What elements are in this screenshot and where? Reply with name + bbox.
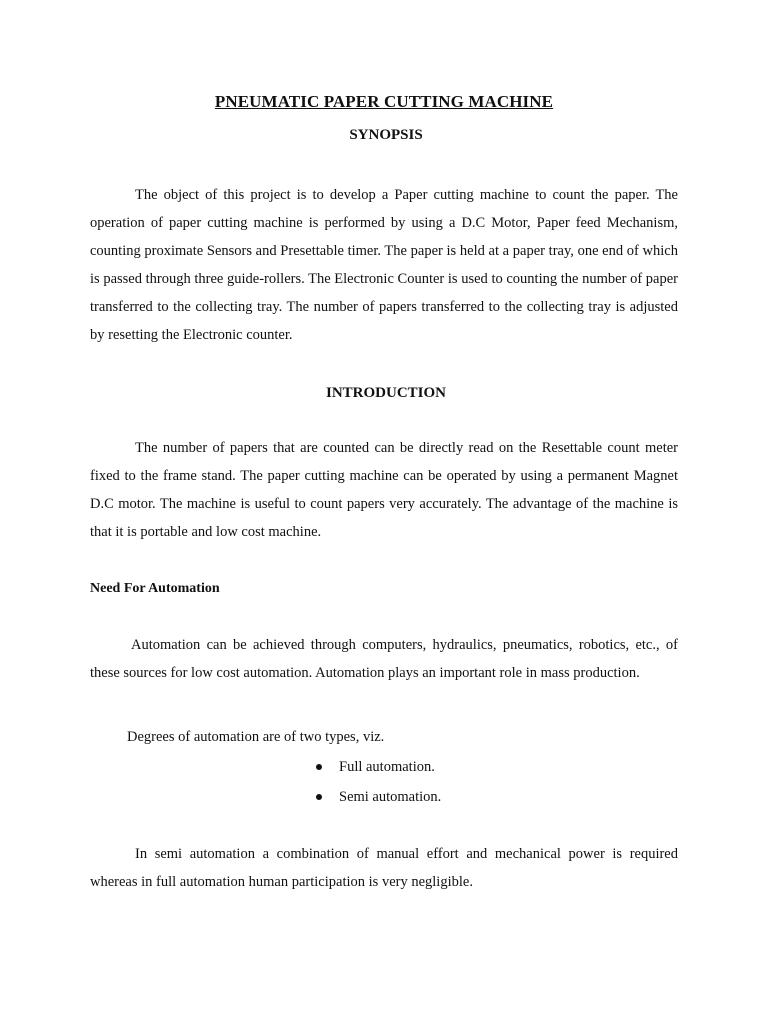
- synopsis-heading: SYNOPSIS: [349, 127, 423, 143]
- automation-heading: Need For Automation: [90, 581, 220, 596]
- document-title: PNEUMATIC PAPER CUTTING MACHINE: [214, 92, 554, 111]
- introduction-text: The number of papers that are counted can be directly read on the Resettable count meter fixed to the frame stand. The paper cutting machine can be operated by using a permanent Magnet D.C motor. The machine is useful to count papers very accurately. The advantage of the machine is that it is portable and low cost machine.: [90, 440, 678, 540]
- bullet-item-full-automation: [314, 753, 435, 781]
- semi-text: In semi automation a combination of manual effort and mechanical power is required whereas in full automation human participation is very negligible.: [90, 846, 678, 890]
- automation-text: Automation can be achieved through computers, hydraulics, pneumatics, robotics, etc., of these sources for low cost automation. Automation plays an important role in mass production.: [90, 637, 678, 681]
- synopsis-text: The object of this project is to develop a Paper cutting machine to count the paper. The operation of paper cutting machine is performed by using a D.C Motor, Paper feed Mechanism, counting proximate Sensors and Presettable timer. The paper is held at a paper tray, one end of which is passed through three guide-rollers. The Electronic Counter is used to counting the number of paper transferred to the collecting tray. The number of papers transferred to the collecting tray is adjusted by resetting the Electronic counter.: [90, 187, 678, 343]
- bullet-text: Full automation.: [339, 759, 435, 775]
- bullet-icon: [316, 764, 322, 770]
- bullet-text: Semi automation.: [339, 789, 442, 805]
- introduction-heading: INTRODUCTION: [325, 385, 446, 401]
- automation-paragraph: [90, 631, 678, 687]
- bullet-item-semi-automation: [314, 783, 441, 811]
- bullet-icon: [316, 794, 322, 800]
- degrees-line: Degrees of automation are of two types, viz.: [127, 729, 385, 745]
- synopsis-paragraph: [90, 181, 678, 349]
- introduction-paragraph: [90, 434, 678, 546]
- semi-automation-paragraph: [90, 840, 678, 896]
